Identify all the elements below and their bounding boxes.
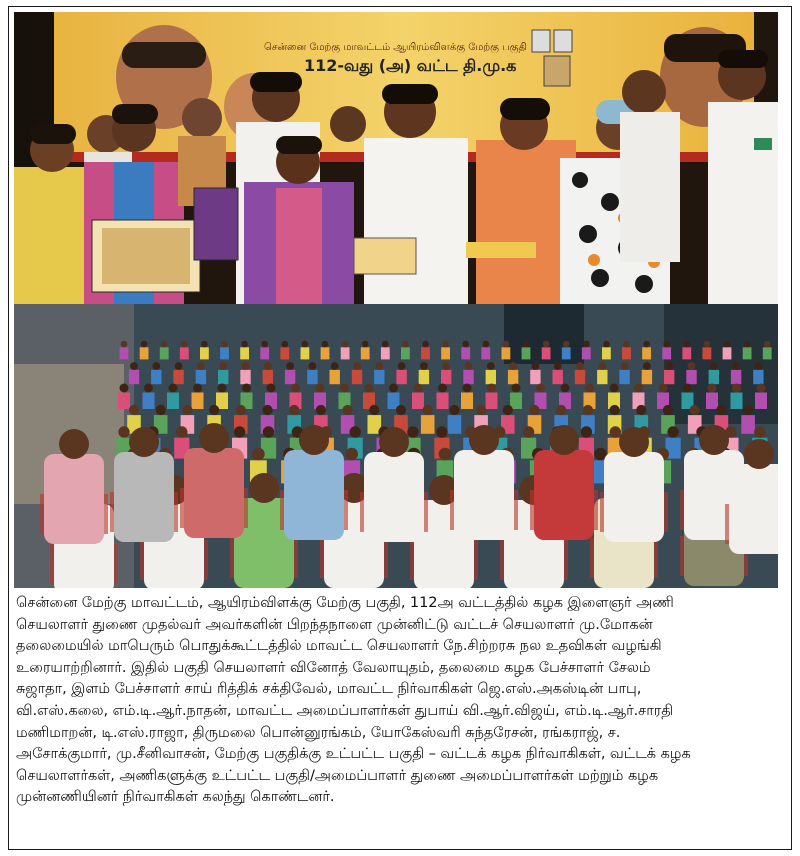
caption-line: வி.எஸ்.கலை, எம்.டி.ஆர்.நாதன், மாவட்ட அமைப்பாளர்கள் துபாய் வி.ஆர்.விஜய், எம்.டி.ஆர்.சாரதி	[16, 701, 674, 719]
audience-photo-illustration	[14, 304, 778, 588]
caption-line: மணிமாறன், டி.எஸ்.ராஜா, திருமலை பொன்னுரங்கம், யோகேஸ்வரி சுந்தரேசன், ரங்கராஜ், ச.	[16, 723, 621, 741]
caption-line: முன்னணியினர் நிர்வாகிகள் கலந்து கொண்டனர்.	[16, 788, 335, 806]
audience-photo	[14, 304, 778, 588]
caption-line: செயலாளர்கள், அணிகளுக்கு உட்பட்ட பகுதி/அமைப்பாளர் துணை அமைப்பாளர்கள் மற்றும் கழக	[16, 766, 659, 784]
caption-line: தலைமையில் மாபெரும் பொதுக்கூட்டத்தில் மாவட்ட செயலாளர் நே.சிற்றரசு நல உதவிகள் வழங்கி	[16, 637, 662, 655]
banner-headline: சென்னை மேற்கு மாவட்டம் ஆயிரம்விளக்கு மேற்கு பகுதி	[264, 42, 527, 53]
news-caption	[16, 592, 782, 808]
caption-line: சுஜாதா, இளம் பேச்சாளர் சாய் ரித்திக் சக்திவேல், மாவட்ட நிர்வாகிகள் ஜெ.எஸ்.அகஸ்டின் பாபு,	[16, 680, 642, 698]
banner-ward-title: 112-வது (அ) வட்ட தி.மு.க	[304, 56, 517, 75]
caption-line: அசோக்குமார், மு.சீனிவாசன், மேற்கு பகுதிக்கு உட்பட்ட பகுதி – வட்டக் கழக நிர்வாகிகள், வட்டக் கழக	[16, 745, 691, 763]
caption-line: செயலாளர் துணை முதல்வர் அவர்களின் பிறந்தநாளை முன்னிட்டு வட்டச் செயலாளர் மு.மோகன்	[16, 615, 653, 633]
stage-photo	[14, 12, 778, 304]
caption-line: உரையாற்றினார். இதில் பகுதி செயலாளர் வினோத் வேலாயுதம், தலைமை கழக பேச்சாளர் சேலம்	[16, 658, 651, 676]
caption-line: சென்னை மேற்கு மாவட்டம், ஆயிரம்விளக்கு மேற்கு பகுதி, 112அ வட்டத்தில் கழக இளைஞர் அணி	[16, 594, 674, 611]
